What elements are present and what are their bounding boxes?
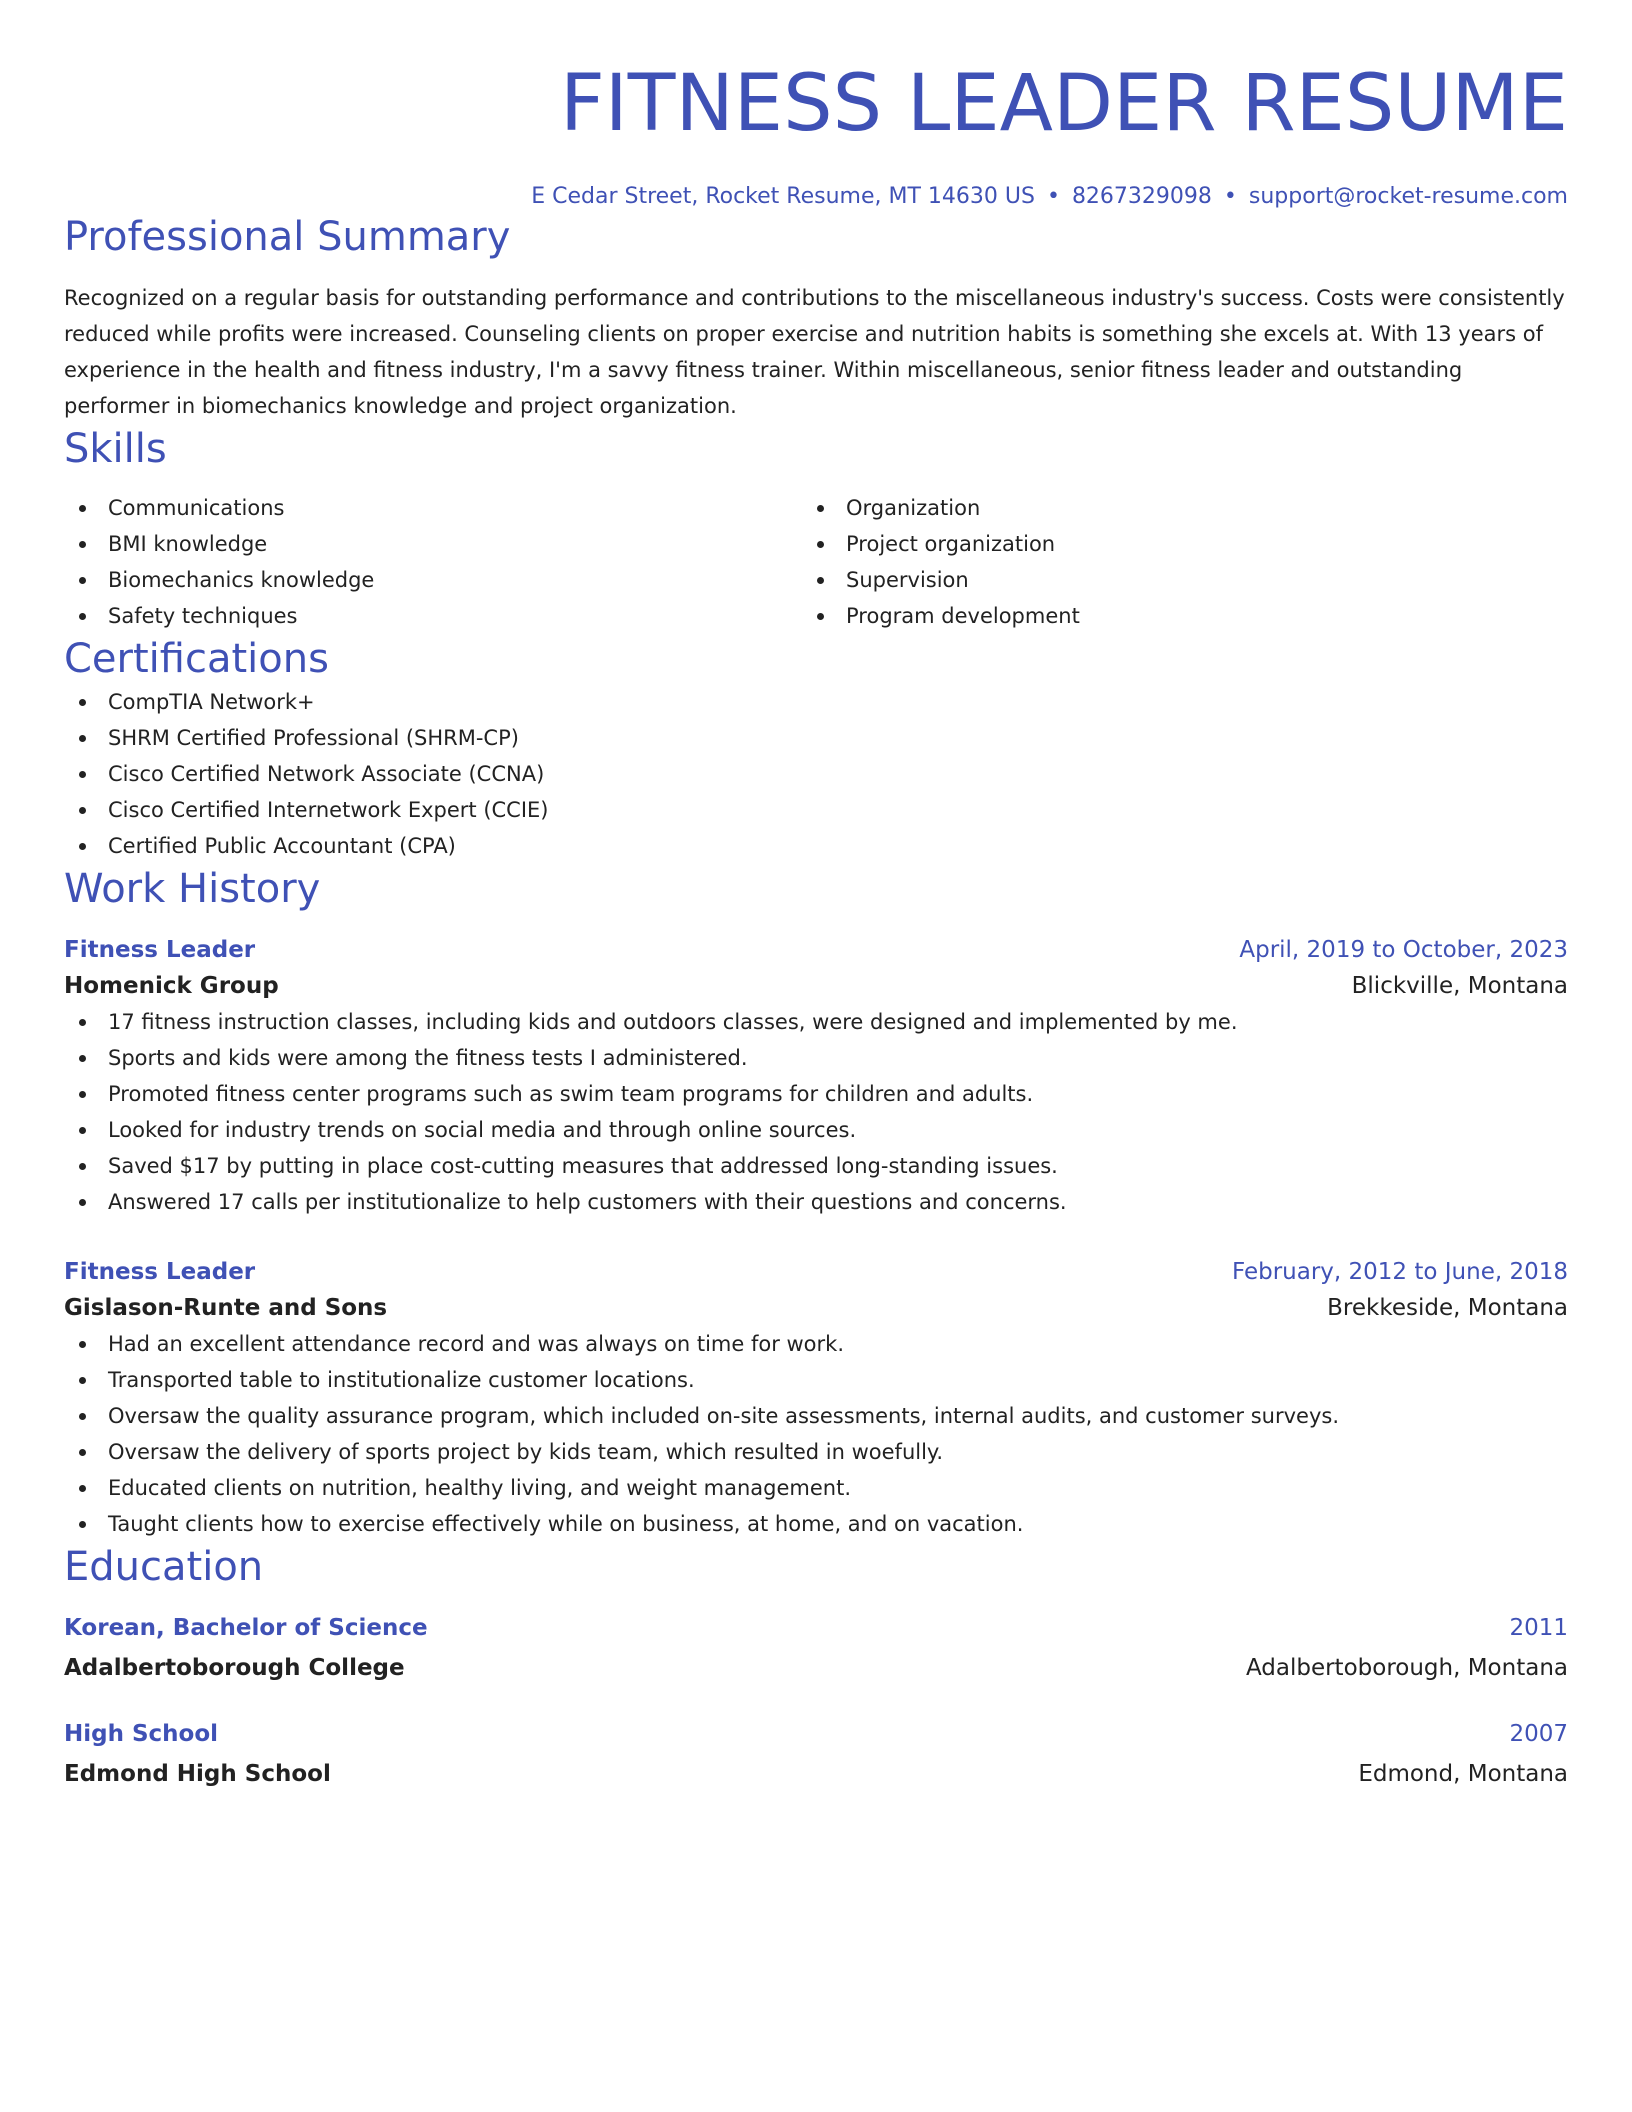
- contact-email[interactable]: support@rocket-resume.com: [1248, 184, 1568, 209]
- graduation-year: 2011: [1509, 1615, 1568, 1641]
- job-title: Fitness Leader: [64, 1259, 256, 1285]
- job-location: Brekkeside, Montana: [1327, 1295, 1568, 1321]
- certification-item: SHRM Certified Professional (SHRM-CP): [64, 720, 1568, 756]
- education-entry-header: [64, 1610, 1568, 1646]
- education-entry-header: [64, 1716, 1568, 1752]
- degree: Korean, Bachelor of Science: [64, 1615, 428, 1641]
- contact-separator: •: [1046, 184, 1060, 209]
- work-entry-subheader: [64, 1290, 1568, 1326]
- skill-item: Biomechanics knowledge: [64, 562, 802, 598]
- skills-heading: Skills: [64, 426, 167, 472]
- job-duty: Answered 17 calls per institutionalize to help customers with their questions and concerns.: [64, 1184, 1568, 1220]
- job-duty: Transported table to institutionalize customer locations.: [64, 1362, 1568, 1398]
- contact-address: E Cedar Street, Rocket Resume, MT 14630 US: [531, 184, 1035, 209]
- skill-item: Communications: [64, 490, 802, 526]
- certification-item: CompTIA Network+: [64, 684, 1568, 720]
- job-duty: Looked for industry trends on social media and through online sources.: [64, 1112, 1568, 1148]
- job-location: Blickville, Montana: [1351, 973, 1568, 999]
- school-location: Adalbertoborough, Montana: [1245, 1655, 1568, 1681]
- job-dates: February, 2012 to June, 2018: [1231, 1259, 1568, 1285]
- certification-item: Cisco Certified Internetwork Expert (CCIE): [64, 792, 1568, 828]
- certifications-list: [64, 684, 1568, 864]
- education-heading: Education: [64, 1544, 264, 1590]
- company-name: Gislason-Runte and Sons: [64, 1295, 388, 1321]
- education-entry-subheader: [64, 1650, 1568, 1686]
- job-title: Fitness Leader: [64, 937, 256, 963]
- education-entry: [64, 1610, 1568, 1686]
- job-duties-list: [64, 1326, 1568, 1542]
- job-duty: 17 fitness instruction classes, including kids and outdoors classes, were designed and implemented by me.: [64, 1004, 1568, 1040]
- contact-separator: •: [1223, 184, 1237, 209]
- job-duty: Had an excellent attendance record and was always on time for work.: [64, 1326, 1568, 1362]
- work-entry: [64, 1254, 1568, 1542]
- summary-heading: Professional Summary: [64, 214, 511, 260]
- job-duty: Educated clients on nutrition, healthy living, and weight management.: [64, 1470, 1568, 1506]
- work-history-heading: Work History: [64, 866, 321, 912]
- job-duty: Promoted fitness center programs such as swim team programs for children and adults.: [64, 1076, 1568, 1112]
- education-entry: [64, 1716, 1568, 1792]
- school-location: Edmond, Montana: [1358, 1761, 1568, 1787]
- skills-list-right: [802, 490, 1540, 634]
- job-duty: Sports and kids were among the fitness tests I administered.: [64, 1040, 1568, 1076]
- graduation-year: 2007: [1509, 1721, 1568, 1747]
- job-duty: Taught clients how to exercise effectively while on business, at home, and on vacation.: [64, 1506, 1568, 1542]
- work-entry-header: [64, 1254, 1568, 1290]
- work-entry-subheader: [64, 968, 1568, 1004]
- summary-text: Recognized on a regular basis for outstanding performance and contributions to the miscellaneous industry's success. Costs were consistently reduced while profits were increased. Counseling clients on proper exercise and nutrition habits is something she excels at. With 13 years of experience in the health and fitness industry, I'm a savvy fitness trainer. Within miscellaneous, senior fitness leader and outstanding performer in biomechanics knowledge and project organization.: [64, 286, 1565, 418]
- education-entry-subheader: [64, 1756, 1568, 1792]
- contact-phone: 8267329098: [1071, 184, 1212, 209]
- certification-item: Certified Public Accountant (CPA): [64, 828, 1568, 864]
- skill-item: Program development: [802, 598, 1540, 634]
- resume-title: FITNESS LEADER RESUME: [559, 59, 1568, 149]
- skill-item: Safety techniques: [64, 598, 802, 634]
- work-entry-header: [64, 932, 1568, 968]
- certifications-heading: Certifications: [64, 636, 329, 682]
- certification-item: Cisco Certified Network Associate (CCNA): [64, 756, 1568, 792]
- skill-item: BMI knowledge: [64, 526, 802, 562]
- job-dates: April, 2019 to October, 2023: [1239, 937, 1568, 963]
- skill-item: Project organization: [802, 526, 1540, 562]
- school-name: Edmond High School: [64, 1761, 331, 1787]
- degree: High School: [64, 1721, 219, 1747]
- job-duty: Oversaw the quality assurance program, which included on-site assessments, internal audits, and customer surveys.: [64, 1398, 1568, 1434]
- company-name: Homenick Group: [64, 973, 279, 999]
- contact-line: [64, 182, 1568, 212]
- work-entry: [64, 932, 1568, 1220]
- school-name: Adalbertoborough College: [64, 1655, 405, 1681]
- job-duty: Saved $17 by putting in place cost-cutting measures that addressed long-standing issues.: [64, 1148, 1568, 1184]
- skill-item: Organization: [802, 490, 1540, 526]
- job-duty: Oversaw the delivery of sports project by kids team, which resulted in woefully.: [64, 1434, 1568, 1470]
- job-duties-list: [64, 1004, 1568, 1220]
- skills-list-left: [64, 490, 802, 634]
- skills-columns: [64, 490, 1568, 634]
- skill-item: Supervision: [802, 562, 1540, 598]
